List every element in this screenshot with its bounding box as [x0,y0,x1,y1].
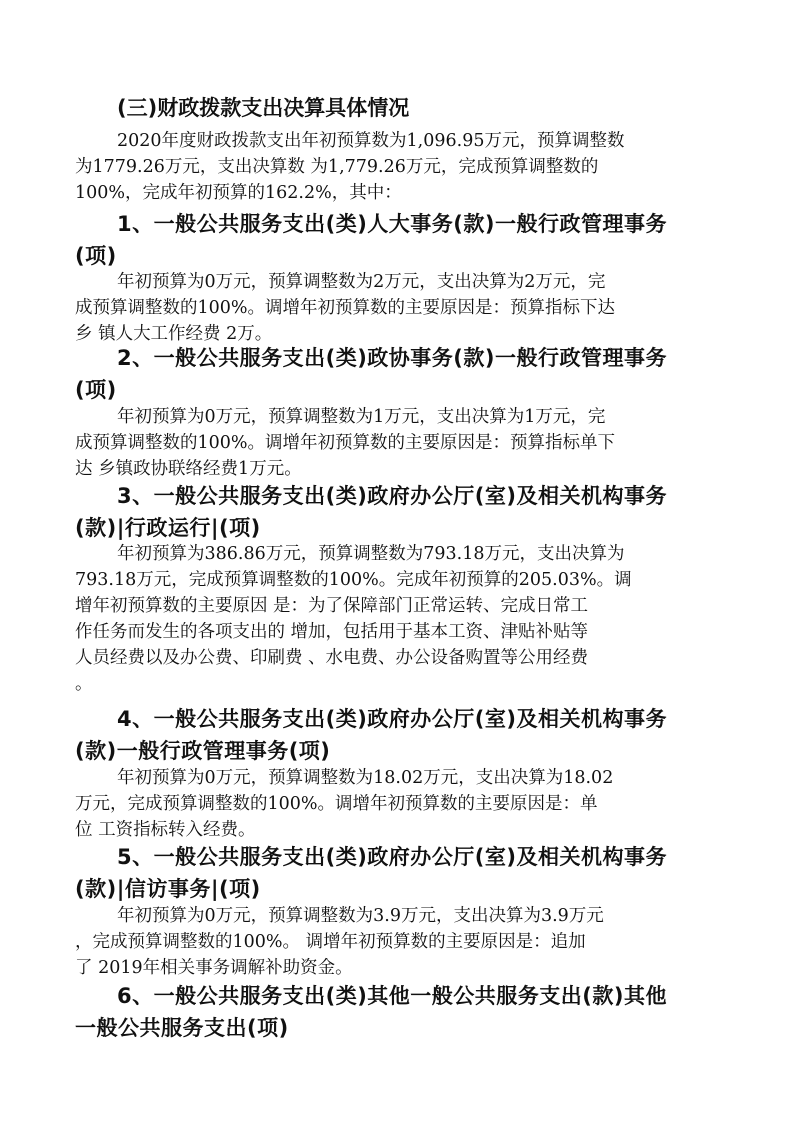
heading-line: (款)|信访事务|(项) [75,877,261,901]
item-4-heading [75,703,725,767]
body-line: 。 [75,674,93,694]
body-line: 年初预算为386.86万元，预算调整数为793.18万元，支出决算为 [117,544,625,564]
body-line: 年初预算为0万元，预算调整数为2万元，支出决算为2万元，完 [117,272,606,292]
intro-line: 2020年度财政拨款支出年初预算数为1,096.95万元，预算调整数 [117,131,625,151]
item-1-body [75,269,725,347]
item-2-heading [75,342,725,406]
body-line: 成预算调整数的100%。调增年初预算数的主要原因是：预算指标单下 [75,433,616,453]
body-line: 793.18万元，完成预算调整数的100%。完成年初预算的205.03%。调 [75,570,632,590]
section-title: (三)财政拨款支出决算具体情况 [117,96,410,120]
item-5-body [75,903,725,981]
body-line: 年初预算为0万元，预算调整数为3.9万元，支出决算为3.9万元 [117,906,604,926]
body-line: ，完成预算调整数的100%。 调增年初预算数的主要原因是：追加 [75,932,586,952]
heading-line: 6、一般公共服务支出(类)其他一般公共服务支出(款)其他 [117,984,668,1008]
heading-line: 5、一般公共服务支出(类)政府办公厅(室)及相关机构事务 [117,845,668,869]
heading-line: 一般公共服务支出(项) [75,1016,289,1040]
heading-line: (项) [75,244,117,268]
heading-line: 3、一般公共服务支出(类)政府办公厅(室)及相关机构事务 [117,484,668,508]
intro-paragraph [75,128,725,206]
heading-line: (款)一般行政管理事务(项) [75,739,331,763]
heading-line: 1、一般公共服务支出(类)人大事务(款)一般行政管理事务 [117,212,668,236]
body-line: 年初预算为0万元，预算调整数为1万元，支出决算为1万元，完 [117,407,606,427]
item-6-heading [75,980,725,1044]
heading-line: 2、一般公共服务支出(类)政协事务(款)一般行政管理事务 [117,346,668,370]
body-line: 年初预算为0万元，预算调整数为18.02万元，支出决算为18.02 [117,768,614,788]
intro-line: 100%，完成年初预算的162.2%，其中： [75,183,402,203]
body-line: 万元，完成预算调整数的100%。调增年初预算数的主要原因是：单 [75,794,598,814]
item-5-heading [75,841,725,905]
body-line: 乡 镇人大工作经费 2万。 [75,324,273,344]
item-2-body [75,404,725,482]
body-line: 达 乡镇政协联络经费1万元。 [75,459,302,479]
body-line: 人员经费以及办公费、印刷费 、水电费、办公设备购置等公用经费 [75,648,589,668]
body-line: 增年初预算数的主要原因 是：为了保障部门正常运转、完成日常工 [75,596,589,616]
heading-line: 4、一般公共服务支出(类)政府办公厅(室)及相关机构事务 [117,707,668,731]
body-line: 作任务而发生的各项支出的 增加，包括用于基本工资、津贴补贴等 [75,622,589,642]
body-line: 位 工资指标转入经费。 [75,820,256,840]
item-3-heading [75,480,725,544]
intro-line: 为1779.26万元，支出决算数 为1,779.26万元，完成预算调整数的 [75,157,599,177]
body-line: 成预算调整数的100%。调增年初预算数的主要原因是：预算指标下达 [75,298,616,318]
item-4-body [75,765,725,843]
item-1-heading [75,208,725,272]
heading-line: (项) [75,378,117,402]
item-3-body [75,541,725,697]
body-line: 了 2019年相关事务调解补助资金。 [75,958,353,978]
heading-line: (款)|行政运行|(项) [75,516,261,540]
